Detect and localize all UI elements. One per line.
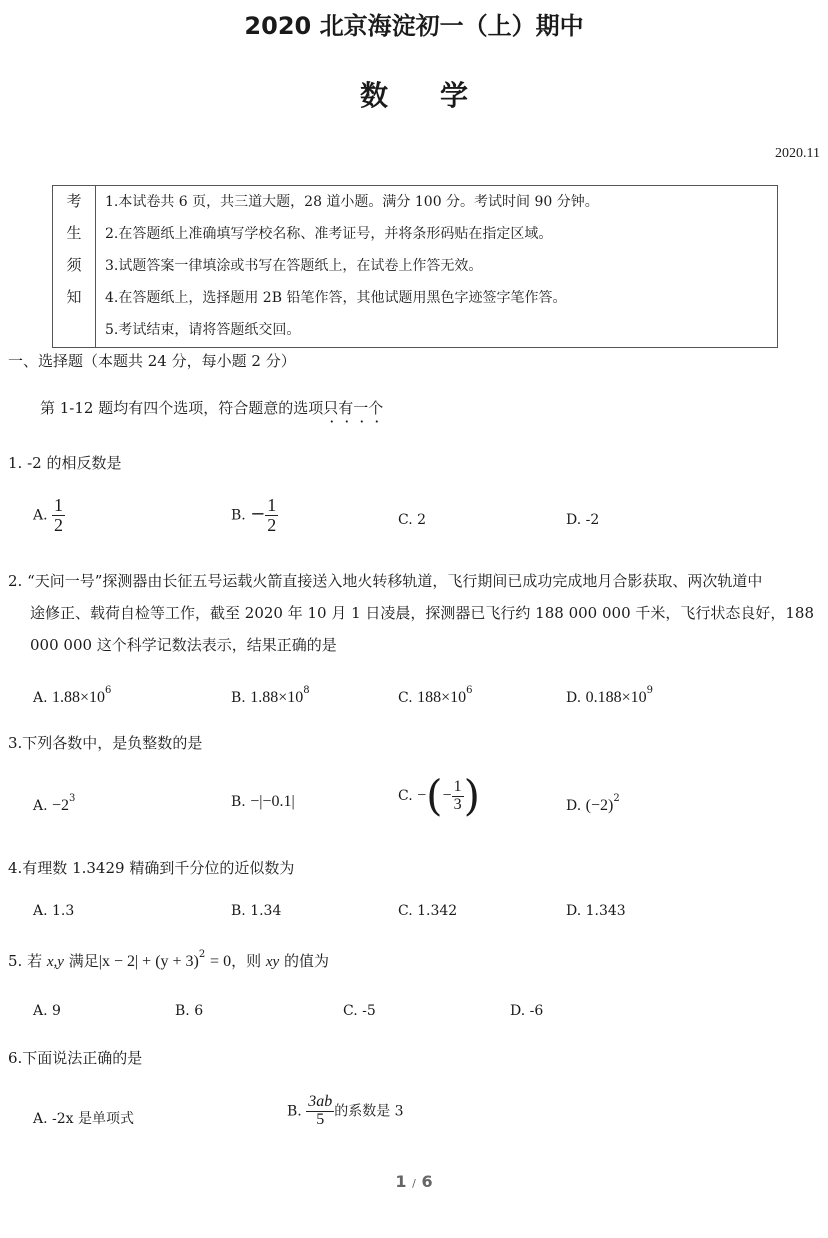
q4-option-d: D. 1.343 bbox=[566, 903, 626, 919]
q6-option-b: B. $\frac{3ab}{5}$ 的系数是 3 bbox=[287, 1093, 404, 1128]
q5-option-b: B. 6 bbox=[175, 1003, 204, 1019]
current-page: 1 bbox=[395, 1172, 407, 1191]
exam-title: 2020 北京海淀初一（上）期中 bbox=[244, 12, 584, 40]
q4-option-b: B. 1.34 bbox=[231, 903, 282, 919]
q2-option-a: A. $1.88\times 10^6$ bbox=[33, 685, 112, 706]
question-4-stem: 4.有理数 1.3429 精确到千分位的近似数为 bbox=[8, 859, 295, 877]
q6-option-a: A. -2x 是单项式 bbox=[33, 1111, 134, 1127]
q4-option-c: C. 1.342 bbox=[398, 903, 458, 919]
q1-option-a: A. $\frac{1}{2}$ bbox=[33, 495, 64, 535]
instructions-label-column bbox=[53, 186, 96, 347]
q5-option-d: D. -6 bbox=[510, 1003, 544, 1019]
question-3-stem: 3.下列各数中，是负整数的是 bbox=[8, 734, 203, 752]
fraction: $\frac{1}{3}$ bbox=[453, 777, 462, 813]
fraction: $\frac{1}{2}$ bbox=[267, 495, 277, 535]
q4-option-a: A. 1.3 bbox=[33, 903, 75, 919]
fraction: $\frac{1}{2}$ bbox=[54, 495, 64, 535]
emphasized-text: 只有一个 bbox=[323, 399, 384, 417]
section-instruction bbox=[40, 397, 383, 418]
question-5-stem: 5. 若 x,y 满足$|x - 2| + (y + 3)^2 = 0$，则 xy 的值为 bbox=[8, 949, 329, 970]
q3-option-b: B. −|−0.1| bbox=[231, 793, 295, 810]
q5-option-a: A. 9 bbox=[33, 1003, 61, 1019]
subject-title: 数学 bbox=[359, 79, 520, 112]
q2-option-c: C. $188\times 10^6$ bbox=[398, 685, 473, 706]
instruction-text: 第 1-12 题均有四个选项，符合题意的选项 bbox=[40, 399, 324, 417]
q5-option-c: C. -5 bbox=[343, 1003, 376, 1019]
q1-option-d: D. -2 bbox=[566, 512, 600, 528]
instruction-item: 2.在答题纸上准确填写学校名称、准考证号，并将条形码贴在指定区域。 bbox=[105, 226, 553, 242]
total-pages: 6 bbox=[421, 1172, 433, 1191]
exam-instructions-box bbox=[52, 185, 778, 348]
q1-option-b: B. − $\frac{1}{2}$ bbox=[231, 495, 277, 535]
label-char: 生 bbox=[66, 224, 82, 242]
equation: |x − 2| + (y + 3) bbox=[98, 953, 199, 970]
fraction: $\frac{3ab}{5}$ bbox=[308, 1093, 333, 1128]
question-6-stem: 6.下面说法正确的是 bbox=[8, 1049, 143, 1067]
label-char: 考 bbox=[66, 192, 82, 210]
question-2-stem-line: 途修正、载荷自检等工作，截至 2020 年 10 月 1 日凌晨，探测器已飞行约 188 000 000 千米，飞行状态良好，188 bbox=[30, 604, 815, 622]
page-indicator bbox=[0, 1172, 828, 1191]
instruction-item: 4.在答题纸上，选择题用 2B 铅笔作答，其他试题用黑色字迹签字笔作答。 bbox=[105, 290, 567, 306]
label-char: 须 bbox=[66, 256, 82, 274]
q2-option-b: B. $1.88\times 10^8$ bbox=[231, 685, 310, 706]
question-1-stem: 1. -2 的相反数是 bbox=[8, 454, 122, 472]
section-heading: 一、选择题（本题共 24 分，每小题 2 分） bbox=[8, 352, 296, 370]
left-paren: ( bbox=[426, 771, 443, 820]
q2-option-d: D. $0.188\times 10^9$ bbox=[566, 685, 654, 706]
instruction-item: 1.本试卷共 6 页，共三道大题，28 道小题。满分 100 分。考试时间 90 分钟。 bbox=[105, 194, 599, 210]
page-separator: / bbox=[412, 1177, 416, 1190]
q1-option-c: C. 2 bbox=[398, 512, 427, 528]
instruction-item: 5.考试结束，请将答题纸交回。 bbox=[105, 322, 301, 338]
right-paren: ) bbox=[463, 771, 480, 820]
q3-option-c: C. −(− $\frac{1}{3}$ ) bbox=[398, 771, 480, 820]
question-2-stem-line: 000 000 这个科学记数法表示，结果正确的是 bbox=[30, 636, 337, 654]
label-char: 知 bbox=[66, 288, 82, 306]
q3-option-d: D. $(-2)^2$ bbox=[566, 793, 620, 814]
instruction-item: 3.试题答案一律填涂或书写在答题纸上，在试卷上作答无效。 bbox=[105, 258, 483, 274]
question-2-stem-line: 2. “天问一号”探测器由长征五号运载火箭直接送入地火转移轨道，飞行期间已成功完成地月合影获取、两次轨道中 bbox=[8, 572, 763, 590]
q3-option-a: A. $-2^3$ bbox=[33, 793, 76, 814]
exam-date: 2020.11 bbox=[775, 146, 820, 161]
